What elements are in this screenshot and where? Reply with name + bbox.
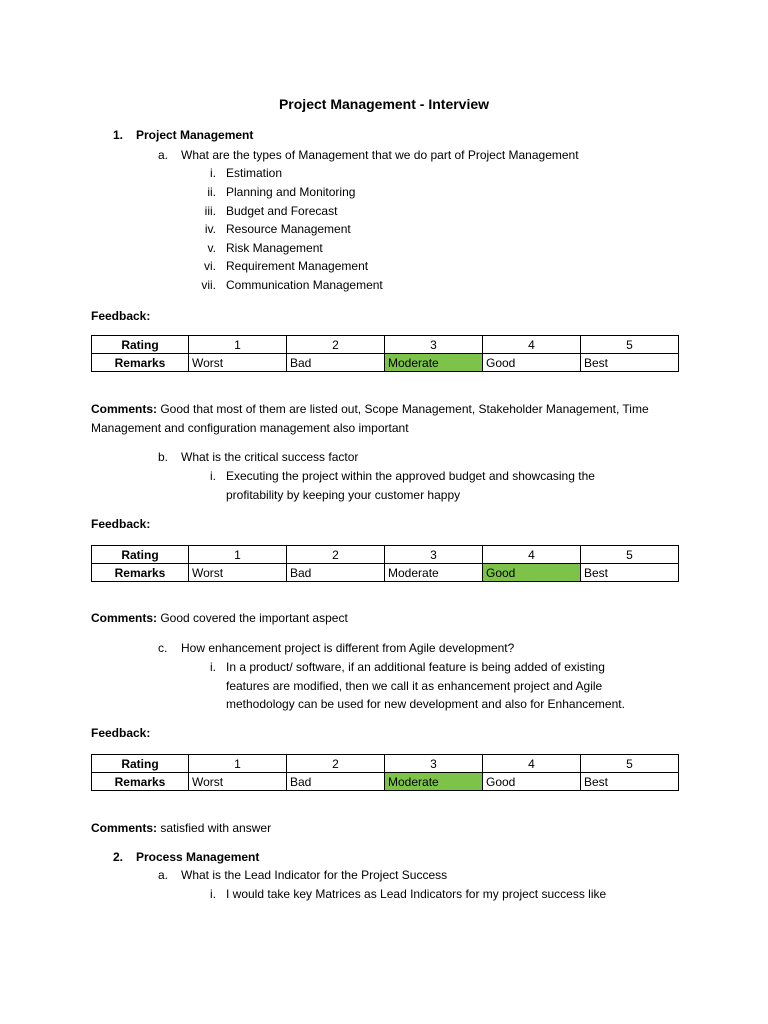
remark-cell: Best — [581, 354, 679, 372]
remarks-row — [92, 564, 679, 582]
section-1-heading: Project Management — [136, 128, 254, 142]
list-item: Estimation — [226, 166, 283, 180]
list-item-number: i. — [210, 660, 216, 674]
remark-cell-selected: Moderate — [385, 354, 483, 372]
rating-label: Rating — [92, 546, 189, 564]
answer-c-line-1: In a product/ software, if an additional feature is being added of existing — [226, 660, 605, 674]
list-item: Resource Management — [226, 222, 351, 236]
rating-value: 5 — [581, 546, 679, 564]
comment-3 — [91, 820, 271, 836]
rating-value: 4 — [483, 546, 581, 564]
remark-cell: Bad — [287, 564, 385, 582]
rating-value: 2 — [287, 336, 385, 354]
section-2-number: 2. — [113, 850, 124, 864]
list-item-number: vi. — [204, 259, 216, 273]
rating-row — [92, 336, 679, 354]
remark-cell: Best — [581, 564, 679, 582]
remarks-row — [92, 773, 679, 791]
page-title: Project Management - Interview — [278, 96, 490, 112]
list-item: Requirement Management — [226, 259, 369, 273]
question-c-letter: c. — [158, 641, 168, 655]
comment-1-text: Good that most of them are listed out, Scope Management, Stakeholder Management, Time — [157, 402, 649, 416]
remarks-label: Remarks — [92, 564, 189, 582]
question-2a-text: What is the Lead Indicator for the Project Success — [181, 868, 448, 882]
feedback-table-3 — [91, 754, 679, 791]
list-item: Risk Management — [226, 241, 323, 255]
comment-1-line-2: Management and configuration management also important — [91, 421, 409, 435]
rating-value: 1 — [189, 546, 287, 564]
remark-cell-selected: Good — [483, 564, 581, 582]
list-item-number: iv. — [204, 222, 216, 236]
rating-value: 5 — [581, 336, 679, 354]
list-item-number: i. — [210, 469, 216, 483]
list-item-number: i. — [210, 166, 216, 180]
list-item: Planning and Monitoring — [226, 185, 356, 199]
rating-value: 4 — [483, 755, 581, 773]
feedback-table-1 — [91, 335, 679, 372]
rating-value: 3 — [385, 755, 483, 773]
rating-value: 1 — [189, 336, 287, 354]
list-item-number: vii. — [201, 278, 216, 292]
list-item-number: iii. — [204, 204, 216, 218]
section-1-number: 1. — [113, 128, 124, 142]
rating-row — [92, 755, 679, 773]
answer-b-line-1: Executing the project within the approved budget and showcasing the — [226, 469, 595, 483]
question-b-letter: b. — [158, 450, 169, 464]
feedback-table-2 — [91, 545, 679, 582]
remarks-label: Remarks — [92, 354, 189, 372]
list-item-number: i. — [210, 887, 216, 901]
list-item-number: ii. — [207, 185, 216, 199]
remark-cell: Moderate — [385, 564, 483, 582]
feedback-label: Feedback: — [91, 517, 151, 531]
remark-cell: Best — [581, 773, 679, 791]
remark-cell-selected: Moderate — [385, 773, 483, 791]
section-2-heading: Process Management — [136, 850, 260, 864]
remark-cell: Good — [483, 773, 581, 791]
question-a-letter: a. — [158, 148, 169, 162]
question-a-text: What are the types of Management that we do part of Project Management — [181, 148, 579, 162]
rating-value: 3 — [385, 336, 483, 354]
comment-2-text: Good covered the important aspect — [157, 611, 348, 625]
question-2a-letter: a. — [158, 868, 169, 882]
rating-value: 3 — [385, 546, 483, 564]
remark-cell: Worst — [189, 773, 287, 791]
remarks-label: Remarks — [92, 773, 189, 791]
comments-label: Comments: — [91, 821, 158, 835]
question-c-text: How enhancement project is different from Agile development? — [181, 641, 515, 655]
rating-value: 2 — [287, 546, 385, 564]
answer-c-line-3: methodology can be used for new development and also for Enhancement. — [226, 697, 625, 711]
list-item: Budget and Forecast — [226, 204, 338, 218]
remark-cell: Good — [483, 354, 581, 372]
answer-c-line-2: features are modified, then we call it as enhancement project and Agile — [226, 679, 603, 693]
remark-cell: Worst — [189, 354, 287, 372]
rating-value: 5 — [581, 755, 679, 773]
comments-label: Comments: — [91, 402, 158, 416]
rating-label: Rating — [92, 336, 189, 354]
rating-value: 4 — [483, 336, 581, 354]
feedback-label: Feedback: — [91, 309, 151, 323]
remarks-row — [92, 354, 679, 372]
question-b-text: What is the critical success factor — [181, 450, 359, 464]
remark-cell: Bad — [287, 354, 385, 372]
comment-3-text: satisfied with answer — [157, 821, 272, 835]
comment-1-line-1 — [91, 401, 649, 417]
feedback-label: Feedback: — [91, 726, 151, 740]
comments-label: Comments: — [91, 611, 158, 625]
rating-label: Rating — [92, 755, 189, 773]
answer-2a-line-1: I would take key Matrices as Lead Indicators for my project success like — [226, 887, 607, 901]
rating-value: 2 — [287, 755, 385, 773]
remark-cell: Worst — [189, 564, 287, 582]
list-item-number: v. — [207, 241, 216, 255]
list-item: Communication Management — [226, 278, 383, 292]
rating-row — [92, 546, 679, 564]
rating-value: 1 — [189, 755, 287, 773]
comment-2 — [91, 610, 348, 626]
remark-cell: Bad — [287, 773, 385, 791]
answer-b-line-2: profitability by keeping your customer happy — [226, 488, 461, 502]
